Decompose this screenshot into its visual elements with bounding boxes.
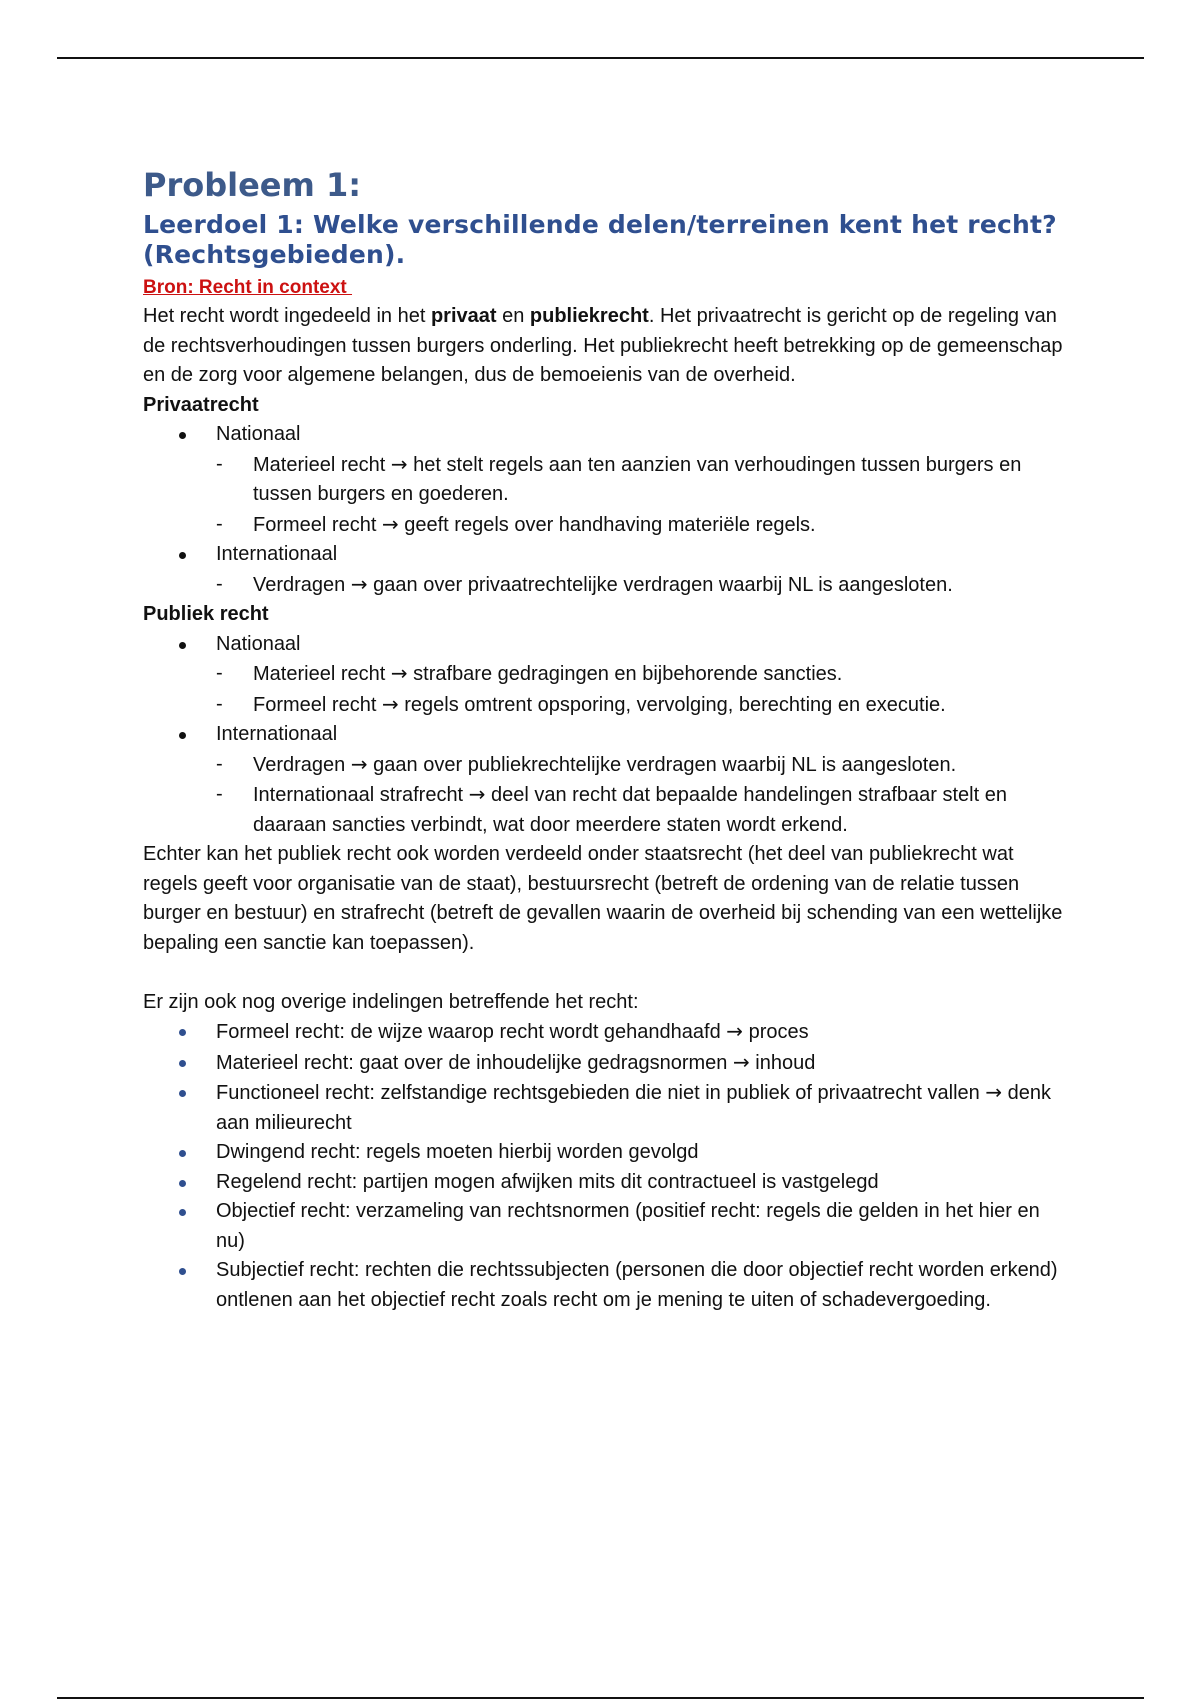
dash-icon: -	[216, 783, 223, 805]
list-item	[143, 540, 1063, 570]
bullet-label: Nationaal	[216, 423, 301, 445]
list-item	[143, 720, 1063, 750]
bullet-icon	[179, 732, 186, 739]
page-title: Probleem 1:	[143, 166, 362, 204]
bullet-icon	[179, 1209, 186, 1216]
item-text: Subjectief recht: rechten die rechtssubjecten (personen die door objectief recht worden erkend) ontlenen aan het objectief recht zoals recht om je mening te uiten of schadevergoeding.	[216, 1259, 1058, 1311]
bullet-icon	[179, 1268, 186, 1275]
item-text: Objectief recht: verzameling van rechtsnormen (positief recht: regels die gelden in het hier en nu)	[216, 1200, 1040, 1252]
bullet-label: Internationaal	[216, 723, 338, 745]
item-text: geeft regels over handhaving materiële regels.	[398, 513, 816, 536]
item-text: het stelt regels aan ten aanzien van verhoudingen tussen burgers en tussen burgers en goederen.	[253, 453, 1022, 505]
footer-rule	[57, 1697, 1144, 1699]
item-text: gaan over publiekrechtelijke verdragen waarbij NL is aangesloten.	[367, 753, 957, 776]
arrow-right-icon: →	[350, 571, 368, 596]
item-after: proces	[743, 1021, 809, 1043]
publiek-internationaal-sublist	[143, 750, 1063, 841]
arrow-right-icon: →	[985, 1080, 1003, 1104]
dash-icon: -	[216, 662, 223, 684]
item-text: Regelend recht: partijen mogen afwijken mits dit contractueel is vastgelegd	[216, 1170, 879, 1193]
privaat-internationaal-sublist	[143, 570, 1063, 601]
echter-paragraph: Echter kan het publiek recht ook worden verdeeld onder staatsrecht (het deel van publiekrecht wat regels geeft voor organisatie van de staat), bestuursrecht (betreft de ordening van de relatie tussen burger en bestuur) en strafrecht (betreft de gevallen waarin de overheid bij schending van een wettelijke bepaling een sanctie kan toepassen).	[143, 843, 1063, 954]
dash-icon: -	[216, 452, 223, 475]
list-item	[143, 690, 1063, 721]
document-body	[143, 166, 1063, 1315]
bullet-icon	[179, 432, 186, 439]
item-text: regels omtrent opsporing, vervolging, berechting en executie.	[398, 693, 946, 716]
list-item	[143, 780, 1063, 840]
list-item	[143, 1168, 1063, 1198]
bullet-label: Internationaal	[216, 543, 338, 565]
arrow-right-icon: →	[732, 1049, 750, 1074]
intro-bold-publiekrecht: publiekrecht	[529, 305, 649, 327]
intro-text-3: . Het privaatrecht is gericht op de regeling van de rechtsverhoudingen tussen burgers onderling. Het publiekrecht heeft betrekking op de gemeenschap en de zorg voor algemene belangen, dus de bemoeienis van de overheid.	[143, 305, 1063, 386]
intro-text-1: Het recht wordt ingedeeld in het	[143, 305, 431, 327]
learning-goal-heading: Leerdoel 1: Welke verschillende delen/terreinen kent het recht? (Rechtsgebieden).	[143, 210, 1057, 269]
arrow-right-icon: →	[381, 511, 399, 536]
source-link[interactable]: Bron: Recht in context	[143, 277, 353, 298]
item-text: strafbare gedragingen en bijbehorende sancties.	[407, 663, 843, 685]
header-rule	[57, 57, 1144, 59]
item-term: Verdragen	[253, 573, 351, 596]
list-item	[143, 659, 1063, 690]
overige-intro: Er zijn ook nog overige indelingen betreffende het recht:	[143, 990, 639, 1013]
privaat-nationaal-sublist	[143, 450, 1063, 541]
intro-text-2: en	[496, 305, 530, 327]
list-item	[143, 420, 1063, 450]
bullet-label: Nationaal	[216, 632, 301, 655]
item-text: Materieel recht: gaat over de inhoudelijke gedragsnormen	[216, 1051, 733, 1074]
list-item	[143, 750, 1063, 781]
bullet-icon	[179, 642, 186, 649]
overige-list	[143, 1017, 1063, 1315]
bullet-icon	[179, 1180, 186, 1187]
list-item	[143, 1048, 1063, 1079]
privaatrecht-list	[143, 420, 1063, 450]
item-text: Formeel recht: de wijze waarop recht wordt gehandhaafd	[216, 1021, 727, 1043]
blank-line	[143, 958, 1063, 988]
intro-bold-privaat: privaat	[430, 305, 497, 327]
item-text: gaan over privaatrechtelijke verdragen waarbij NL is aangesloten.	[367, 573, 953, 596]
arrow-right-icon: →	[350, 751, 368, 776]
list-item	[143, 450, 1063, 510]
item-text: deel van recht dat bepaalde handelingen strafbaar stelt en daaraan sancties verbindt, wat door meerdere staten wordt erkend.	[253, 784, 1007, 836]
publiek-nationaal-sublist	[143, 659, 1063, 720]
publiekrecht-list-2	[143, 720, 1063, 750]
item-term: Formeel recht	[253, 693, 382, 716]
bullet-icon	[179, 1090, 186, 1097]
dash-icon: -	[216, 752, 223, 775]
dash-icon: -	[216, 692, 223, 715]
item-term: Formeel recht	[253, 513, 382, 536]
intro-paragraph	[143, 302, 1063, 391]
arrow-right-icon: →	[390, 661, 408, 685]
item-term: Materieel recht	[253, 663, 391, 685]
item-after: denk aan milieurecht	[216, 1082, 1052, 1134]
bullet-icon	[179, 1060, 186, 1067]
list-item	[143, 510, 1063, 541]
dash-icon: -	[216, 572, 223, 595]
list-item	[143, 1078, 1063, 1138]
arrow-right-icon: →	[390, 451, 408, 476]
publiekrecht-heading: Publiek recht	[143, 603, 269, 625]
publiekrecht-list	[143, 630, 1063, 660]
list-item	[143, 1197, 1063, 1256]
item-term: Verdragen	[253, 753, 351, 776]
item-term: Internationaal strafrecht	[253, 784, 469, 806]
bullet-icon	[179, 552, 186, 559]
arrow-right-icon: →	[726, 1019, 744, 1043]
list-item	[143, 1017, 1063, 1048]
list-item	[143, 1138, 1063, 1168]
list-item	[143, 1256, 1063, 1315]
item-text: Functioneel recht: zelfstandige rechtsgebieden die niet in publiek of privaatrecht vallen	[216, 1082, 986, 1104]
item-term: Materieel recht	[253, 453, 391, 476]
arrow-right-icon: →	[468, 782, 486, 806]
item-after: inhoud	[749, 1051, 816, 1074]
list-item	[143, 570, 1063, 601]
privaatrecht-heading: Privaatrecht	[143, 393, 259, 416]
item-text: Dwingend recht: regels moeten hierbij worden gevolgd	[216, 1141, 699, 1163]
arrow-right-icon: →	[381, 691, 399, 716]
privaatrecht-list-2	[143, 540, 1063, 570]
bullet-icon	[179, 1150, 186, 1157]
bullet-icon	[179, 1029, 186, 1036]
dash-icon: -	[216, 512, 223, 535]
list-item	[143, 630, 1063, 660]
